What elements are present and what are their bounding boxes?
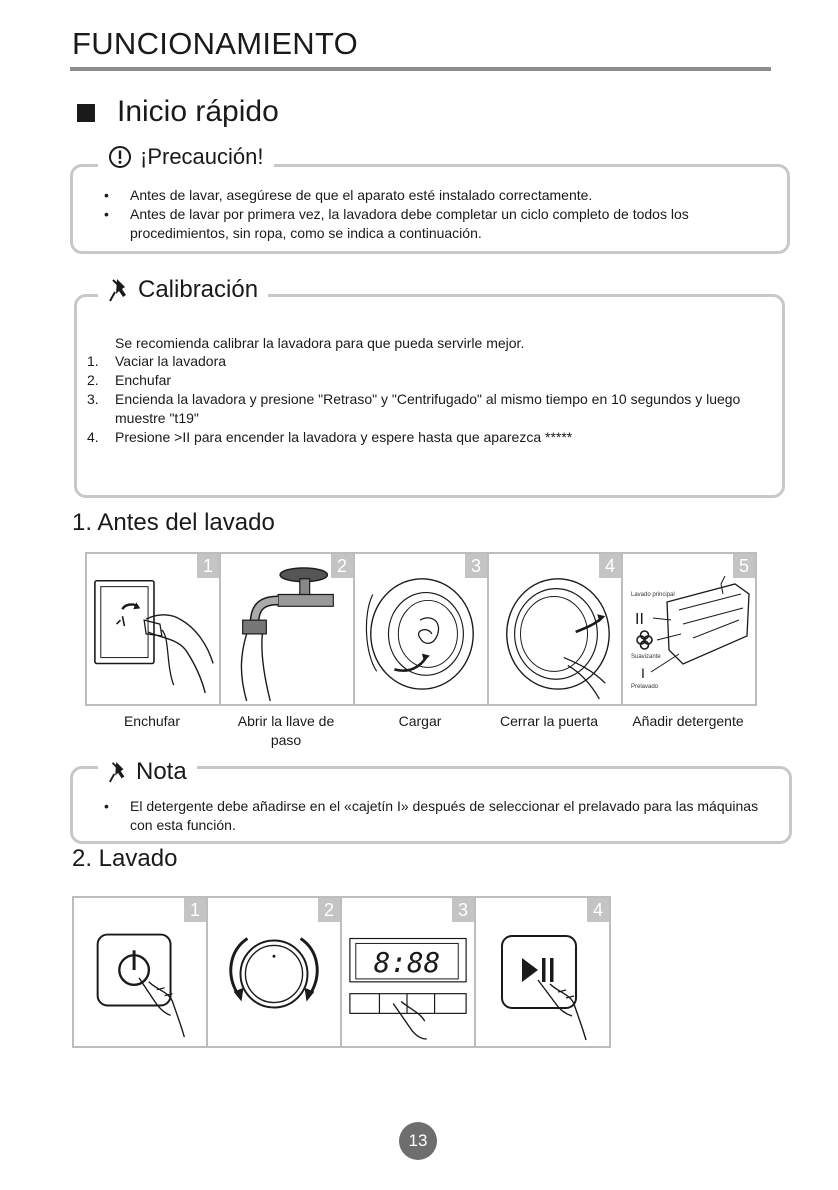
precaution-list — [104, 186, 764, 243]
list-item — [87, 371, 777, 390]
drawer-label-main: Lavado principal — [631, 592, 675, 598]
step-text: Vaciar la lavadora — [115, 353, 227, 369]
caption-plug: Enchufar — [123, 713, 181, 729]
list-item — [87, 390, 777, 428]
step-text: Encienda la lavadora y presione "Retraso" y "Centrifugado" al mismo tiempo en 10 segundos y luego muestre "t19" — [115, 391, 741, 426]
wash-illustrations — [72, 896, 611, 1048]
softener-flower-icon — [637, 631, 652, 649]
illustration-close-door — [489, 554, 623, 704]
page-title: FUNCIONAMIENTO — [72, 26, 359, 61]
caption-tap: Abrir la llave de paso — [237, 713, 335, 748]
drawer-label-softener: Suavizante — [631, 654, 661, 660]
before-wash-title: 1. Antes del lavado — [72, 509, 275, 536]
panel-number: 2 — [331, 554, 353, 578]
display-readout: 8:88 — [373, 946, 441, 979]
drawer-label-prewash: Prelavado — [631, 684, 659, 690]
illustration-dial — [208, 898, 342, 1046]
step-number: 1. — [87, 353, 99, 369]
calibration-heading — [98, 276, 268, 304]
wash-title: 2. Lavado — [72, 845, 178, 872]
list-item: • Antes de lavar, asegúrese de que el aparato esté instalado correctamente. — [104, 186, 764, 205]
illustration-display — [342, 898, 476, 1046]
panel-number: 1 — [184, 898, 206, 922]
step-number: 3. — [87, 391, 99, 407]
list-item: • El detergente debe añadirse en el «cajetín I» después de seleccionar el prelavado para las máquinas con esta función. — [104, 797, 764, 835]
precaution-label: ¡Precaución! — [140, 144, 264, 169]
illustration-detergent — [623, 554, 755, 704]
list-item: • Antes de lavar por primera vez, la lavadora debe completar un ciclo completo de todos los procedimientos, sin ropa, como se indica a continuación. — [104, 205, 764, 243]
illustration-load — [355, 554, 489, 704]
list-item — [87, 352, 777, 371]
step-number: 2. — [87, 372, 99, 388]
panel-number: 4 — [599, 554, 621, 578]
step-text: Presione >II para encender la lavadora y espere hasta que aparezca ***** — [115, 429, 573, 445]
illustration-tap — [221, 554, 355, 704]
section-square-icon — [77, 104, 95, 122]
caption-close-door: Cerrar la puerta — [499, 713, 599, 729]
page-number: 13 — [399, 1122, 437, 1160]
calibration-steps — [87, 352, 777, 447]
step-number: 4. — [87, 429, 99, 445]
quick-start-title: Inicio rápido — [117, 95, 279, 128]
panel-number: 2 — [318, 898, 340, 922]
panel-number: 5 — [733, 554, 755, 578]
calibration-label: Calibración — [138, 276, 259, 303]
illustration-plug — [87, 554, 221, 704]
panel-number: 4 — [587, 898, 609, 922]
panel-number: 3 — [452, 898, 474, 922]
list-item — [87, 428, 777, 447]
pushpin-icon — [108, 760, 128, 784]
caption-load: Cargar — [398, 713, 442, 729]
note-label: Nota — [136, 758, 187, 785]
caption-detergent: Añadir detergente — [632, 713, 744, 729]
before-wash-illustrations — [85, 552, 757, 706]
panel-number: 1 — [197, 554, 219, 578]
step-text: Enchufar — [115, 372, 172, 388]
precaution-heading — [98, 144, 274, 170]
calibration-intro: Se recomienda calibrar la lavadora para que pueda servirle mejor. — [115, 335, 525, 351]
pushpin-icon — [108, 277, 130, 303]
note-heading — [98, 758, 197, 786]
illustration-start — [476, 898, 609, 1046]
note-list — [104, 797, 764, 835]
illustration-power — [74, 898, 208, 1046]
drawer-symbol-prewash: I — [641, 665, 645, 681]
drawer-symbol-main: II — [635, 611, 644, 628]
warning-icon — [108, 145, 132, 169]
title-divider — [70, 67, 771, 71]
panel-number: 3 — [465, 554, 487, 578]
